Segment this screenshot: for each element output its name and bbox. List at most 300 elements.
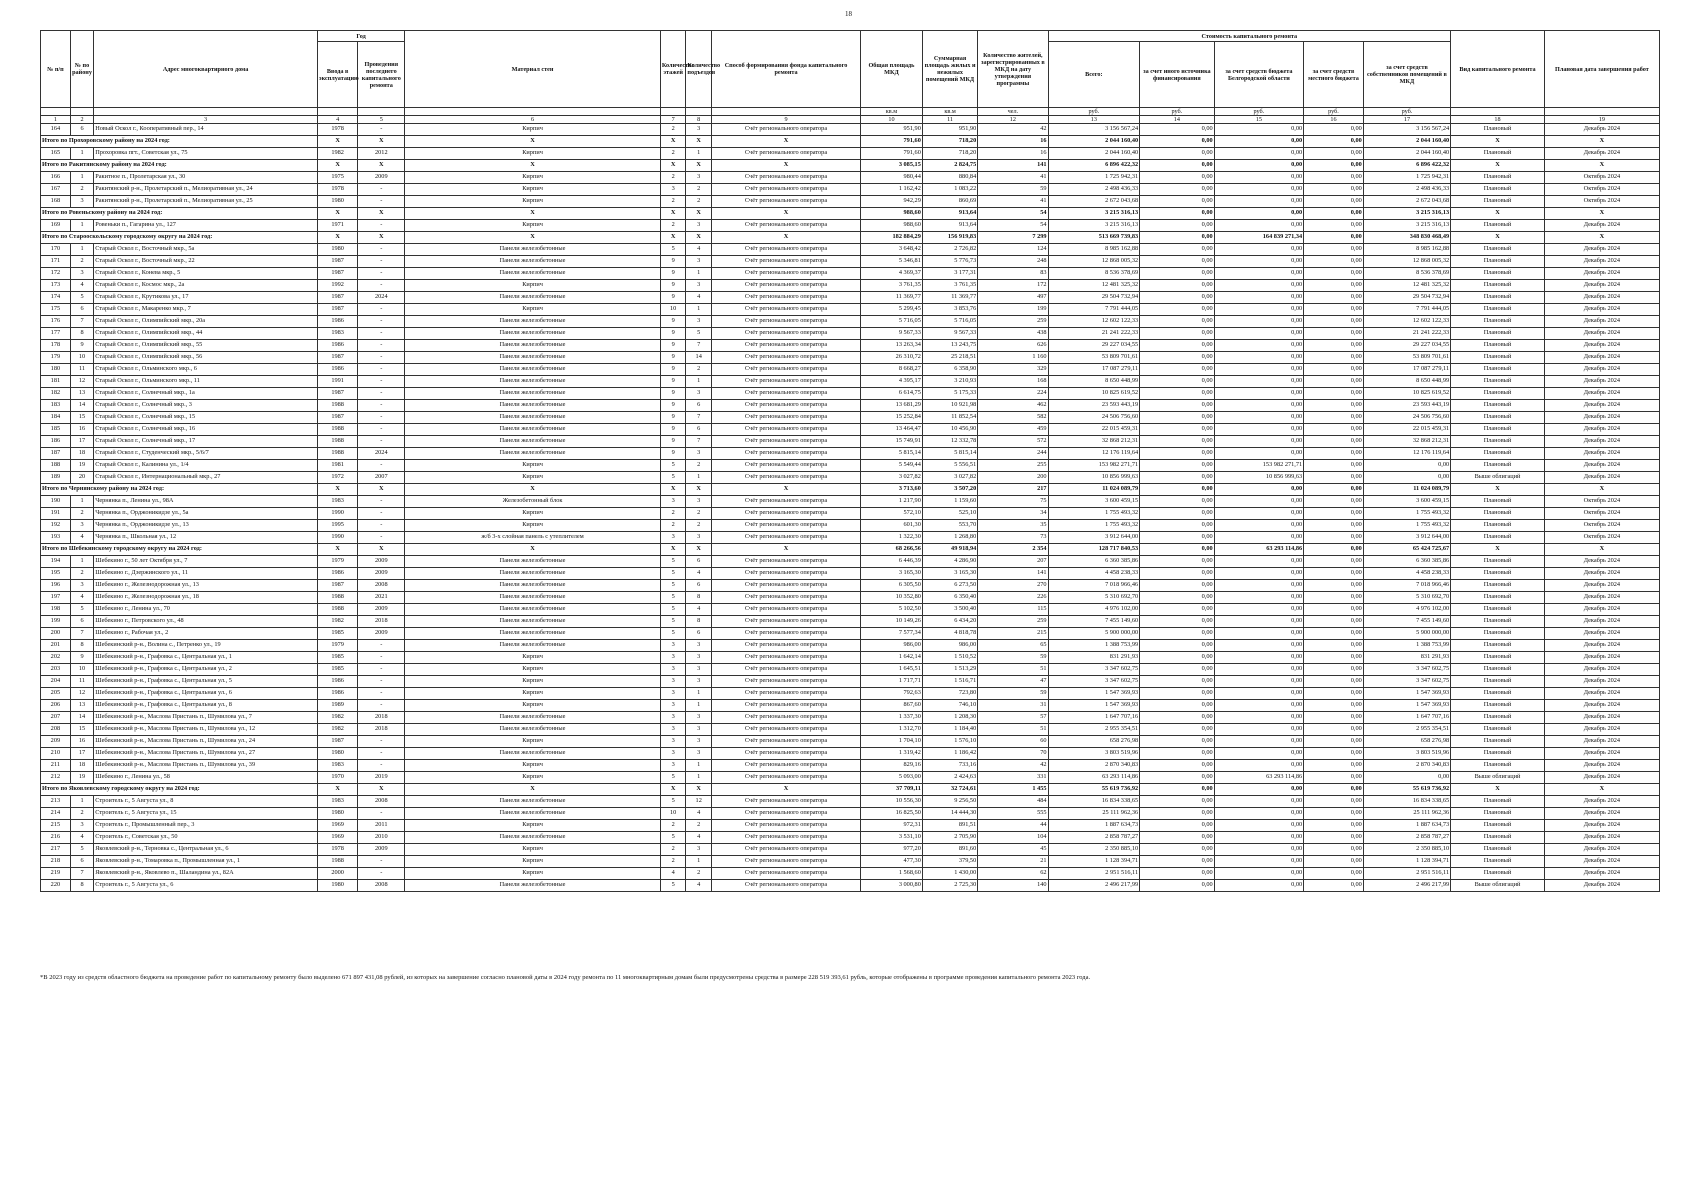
table-cell: 2008 [358, 796, 405, 808]
table-cell: 8 536 378,69 [1048, 268, 1140, 280]
table-cell: 3 [94, 116, 318, 124]
table-cell: Панели железобетонные [405, 580, 661, 592]
table-cell: 2 044 160,40 [1363, 148, 1450, 160]
table-cell: 0,00 [1140, 580, 1215, 592]
table-cell: 7 791 444,05 [1363, 304, 1450, 316]
table-cell: Декабрь 2024 [1544, 616, 1659, 628]
table-cell: Панели железобетонные [405, 292, 661, 304]
table-cell: 178 [41, 340, 71, 352]
table-cell: 0,00 [1304, 580, 1364, 592]
table-cell: 329 [978, 364, 1048, 376]
table-cell: 215 [978, 628, 1048, 640]
table-cell: 9 [660, 268, 686, 280]
table-cell: 128 717 840,53 [1048, 544, 1140, 556]
table-cell: 0,00 [1140, 820, 1215, 832]
table-cell: Шебекино г., Рабочая ул., 2 [94, 628, 318, 640]
table-cell: 1985 [317, 652, 357, 664]
table-cell: 0,00 [1304, 424, 1364, 436]
table-cell: 224 [978, 388, 1048, 400]
table-cell: 184 [41, 412, 71, 424]
table-row [41, 664, 1660, 676]
table-cell: 0,00 [1214, 580, 1303, 592]
table-cell [1544, 108, 1659, 116]
table-cell: 3 [686, 640, 712, 652]
table-cell: Декабрь 2024 [1544, 220, 1659, 232]
table-cell: X [660, 784, 686, 796]
col-header: Количество этажей [660, 31, 686, 108]
table-cell: 2019 [358, 772, 405, 784]
table-cell: 2 354 [978, 544, 1048, 556]
table-cell: 3 027,82 [922, 472, 977, 484]
table-cell: - [358, 856, 405, 868]
table-row [41, 556, 1660, 568]
table-cell: 0,00 [1214, 280, 1303, 292]
table-cell: 191 [41, 508, 71, 520]
table-cell: 0,00 [1140, 148, 1215, 160]
table-cell: 0,00 [1140, 784, 1215, 796]
table-cell: 1987 [317, 412, 357, 424]
table-cell: 582 [978, 412, 1048, 424]
table-cell: 0,00 [1304, 184, 1364, 196]
table-cell: 348 830 468,49 [1363, 232, 1450, 244]
table-cell: 988,60 [861, 220, 923, 232]
table-cell: 1 319,42 [861, 748, 923, 760]
table-cell: Новый Оскол г., Кооперативный пер., 14 [94, 124, 318, 136]
table-cell: Счёт регионального оператора [711, 400, 860, 412]
table-cell: Счёт регионального оператора [711, 472, 860, 484]
table-cell: 0,00 [1304, 532, 1364, 544]
table-cell: Кирпич [405, 472, 661, 484]
table-cell: 1 388 753,99 [1363, 640, 1450, 652]
table-cell: 0,00 [1140, 844, 1215, 856]
table-cell: 1 159,60 [922, 496, 977, 508]
table-cell: 189 [41, 472, 71, 484]
table-cell: 44 [978, 820, 1048, 832]
table-cell: 1986 [317, 688, 357, 700]
table-cell: X [660, 544, 686, 556]
table-row [41, 172, 1660, 184]
table-cell: руб. [1363, 108, 1450, 116]
table-cell: 19 [70, 772, 93, 784]
table-cell: 20 [70, 472, 93, 484]
table-cell: Плановый [1451, 364, 1545, 376]
table-cell: X [686, 136, 712, 148]
table-cell: 831 291,93 [1363, 652, 1450, 664]
table-cell [94, 108, 318, 116]
table-cell: 2 498 436,33 [1048, 184, 1140, 196]
table-cell: Панели железобетонные [405, 604, 661, 616]
table-cell: 9 [660, 400, 686, 412]
table-cell: 6 [70, 304, 93, 316]
table-cell: 2 [70, 116, 93, 124]
table-cell: 0,00 [1304, 136, 1364, 148]
table-cell: 3 [660, 760, 686, 772]
table-cell: X [405, 232, 661, 244]
table-cell: 0,00 [1140, 292, 1215, 304]
table-cell: 182 884,29 [861, 232, 923, 244]
table-cell: 5 310 692,70 [1363, 592, 1450, 604]
table-cell: 1 [70, 796, 93, 808]
table-cell: 12 [70, 376, 93, 388]
table-cell: Старый Оскол г., Калинина ул., 1/4 [94, 460, 318, 472]
table-cell: X [317, 544, 357, 556]
table-cell: Декабрь 2024 [1544, 328, 1659, 340]
table-cell: 1 [41, 116, 71, 124]
table-cell: 1 568,60 [861, 868, 923, 880]
table-cell: 0,00 [1304, 844, 1364, 856]
table-cell: 1 [70, 172, 93, 184]
table-cell: 3 [686, 724, 712, 736]
table-cell: Чернянка п., Орджоникидзе ул., 13 [94, 520, 318, 532]
table-cell: 0,00 [1304, 376, 1364, 388]
table-cell: 0,00 [1214, 316, 1303, 328]
table-cell: 200 [41, 628, 71, 640]
table-cell: 0,00 [1140, 424, 1215, 436]
table-cell: X [317, 160, 357, 172]
table-cell: 3 [686, 712, 712, 724]
table-cell: Декабрь 2024 [1544, 268, 1659, 280]
table-cell: 1 [686, 148, 712, 160]
table-cell: Декабрь 2024 [1544, 436, 1659, 448]
table-cell: Плановый [1451, 856, 1545, 868]
table-cell: чел. [978, 108, 1048, 116]
table-cell: 0,00 [1214, 448, 1303, 460]
table-cell: 3 177,31 [922, 268, 977, 280]
table-cell: 0,00 [1304, 364, 1364, 376]
table-cell: Плановый [1451, 556, 1545, 568]
table-cell: 8 [70, 640, 93, 652]
table-cell: - [358, 388, 405, 400]
table-cell: 1 128 394,71 [1048, 856, 1140, 868]
table-cell: 0,00 [1304, 868, 1364, 880]
table-cell: 3 [686, 736, 712, 748]
table-cell: 21 241 222,33 [1363, 328, 1450, 340]
table-cell: 1 [686, 376, 712, 388]
table-cell: 7 [70, 316, 93, 328]
table-cell: 31 [978, 700, 1048, 712]
table-cell: 0,00 [1140, 172, 1215, 184]
table-cell: кв.м [861, 108, 923, 116]
column-numbers-row [41, 116, 1660, 124]
table-cell: 0,00 [1140, 496, 1215, 508]
table-cell: Панели железобетонные [405, 268, 661, 280]
table-row [41, 196, 1660, 208]
table-cell: 1 [686, 304, 712, 316]
table-cell: 3 803 519,96 [1363, 748, 1450, 760]
table-cell: Счёт регионального оператора [711, 268, 860, 280]
table-cell: Плановый [1451, 304, 1545, 316]
table-cell: 0,00 [1214, 760, 1303, 772]
table-cell: Плановый [1451, 196, 1545, 208]
table-cell: 0,00 [1214, 292, 1303, 304]
table-cell: 7 [686, 412, 712, 424]
table-cell: Плановый [1451, 352, 1545, 364]
table-cell: 1 647 707,16 [1048, 712, 1140, 724]
table-cell: 55 619 736,92 [1048, 784, 1140, 796]
table-row [41, 316, 1660, 328]
table-row [41, 244, 1660, 256]
table-cell: - [358, 196, 405, 208]
table-cell: Счёт регионального оператора [711, 436, 860, 448]
table-cell: 0,00 [1214, 340, 1303, 352]
table-cell: Декабрь 2024 [1544, 760, 1659, 772]
table-cell: 0,00 [1304, 856, 1364, 868]
table-cell: 29 504 732,94 [1048, 292, 1140, 304]
table-cell: 2 [660, 844, 686, 856]
table-cell: Итого по Ракитянскому району на 2024 год: [41, 160, 318, 172]
table-cell: Плановый [1451, 796, 1545, 808]
table-row [41, 604, 1660, 616]
table-cell: Декабрь 2024 [1544, 796, 1659, 808]
table-cell: 4 [686, 292, 712, 304]
table-cell: 19 [70, 460, 93, 472]
table-cell: X [317, 484, 357, 496]
table-cell: 0,00 [1214, 244, 1303, 256]
table-cell: Строитель г., Советская ул., 50 [94, 832, 318, 844]
table-cell: 2 870 340,83 [1048, 760, 1140, 772]
table-cell: - [358, 376, 405, 388]
table-cell: 217 [978, 484, 1048, 496]
table-row [41, 220, 1660, 232]
table-cell: 0,00 [1214, 712, 1303, 724]
table-cell: 1 [686, 760, 712, 772]
table-cell: 0,00 [1214, 664, 1303, 676]
table-cell: 63 293 114,86 [1214, 772, 1303, 784]
table-cell: 1980 [317, 244, 357, 256]
table-cell: 0,00 [1304, 232, 1364, 244]
table-cell: X [405, 160, 661, 172]
table-row [41, 676, 1660, 688]
table-cell: 9 [660, 376, 686, 388]
table-cell: 6 [70, 124, 93, 136]
table-cell: Панели железобетонные [405, 376, 661, 388]
table-cell: Счёт регионального оператора [711, 460, 860, 472]
table-cell: 0,00 [1304, 448, 1364, 460]
table-cell: 2009 [358, 568, 405, 580]
table-row [41, 472, 1660, 484]
table-cell: 0,00 [1304, 712, 1364, 724]
table-cell: 626 [978, 340, 1048, 352]
table-cell: 0,00 [1304, 508, 1364, 520]
table-cell: 0,00 [1304, 796, 1364, 808]
table-cell: Плановый [1451, 508, 1545, 520]
table-cell: 206 [41, 700, 71, 712]
table-cell: X [317, 784, 357, 796]
table-cell: 0,00 [1304, 460, 1364, 472]
table-cell: Счёт регионального оператора [711, 808, 860, 820]
table-cell: 4 [70, 532, 93, 544]
table-cell: 331 [978, 772, 1048, 784]
table-cell: - [358, 412, 405, 424]
table-cell: 16 [70, 424, 93, 436]
table-cell: 0,00 [1140, 532, 1215, 544]
table-cell: 7 018 966,46 [1048, 580, 1140, 592]
table-cell: 1 725 942,31 [1048, 172, 1140, 184]
table-cell: 6 896 422,32 [1048, 160, 1140, 172]
table-cell: 259 [978, 616, 1048, 628]
table-cell: 3 [686, 172, 712, 184]
table-cell: Плановый [1451, 436, 1545, 448]
table-cell: Декабрь 2024 [1544, 580, 1659, 592]
table-cell: 12 481 325,32 [1363, 280, 1450, 292]
table-cell [660, 108, 686, 116]
table-cell: 477,30 [861, 856, 923, 868]
table-cell: Счёт регионального оператора [711, 520, 860, 532]
table-cell: 0,00 [1214, 688, 1303, 700]
table-cell: Панели железобетонные [405, 808, 661, 820]
table-cell: 0,00 [1140, 616, 1215, 628]
table-cell: 3 347 602,75 [1363, 676, 1450, 688]
table-cell: - [358, 700, 405, 712]
table-cell: 217 [41, 844, 71, 856]
table-cell: 1986 [317, 340, 357, 352]
table-cell: 2 [70, 568, 93, 580]
table-row [41, 448, 1660, 460]
table-cell: 24 506 756,60 [1363, 412, 1450, 424]
table-cell: X [686, 484, 712, 496]
table-cell: Железобетонный блок [405, 496, 661, 508]
table-cell: 25 218,51 [922, 352, 977, 364]
table-cell: 1 547 369,93 [1363, 688, 1450, 700]
table-cell: 1 [686, 268, 712, 280]
table-cell: 0,00 [1304, 352, 1364, 364]
table-cell: 11 369,77 [922, 292, 977, 304]
table-cell: 202 [41, 652, 71, 664]
table-cell: 181 [41, 376, 71, 388]
table-cell: 5 310 692,70 [1048, 592, 1140, 604]
table-cell: Счёт регионального оператора [711, 244, 860, 256]
total-row [41, 160, 1660, 172]
table-cell: Плановый [1451, 412, 1545, 424]
table-cell: 3 761,35 [861, 280, 923, 292]
table-cell: 42 [978, 124, 1048, 136]
table-row [41, 748, 1660, 760]
table-cell: 10 456,90 [922, 424, 977, 436]
table-cell: 29 504 732,94 [1363, 292, 1450, 304]
table-cell: 5 [70, 292, 93, 304]
table-cell: 4 369,37 [861, 268, 923, 280]
table-cell: Плановый [1451, 460, 1545, 472]
table-cell: Панели железобетонные [405, 424, 661, 436]
table-cell: 1971 [317, 220, 357, 232]
table-cell: 746,10 [922, 700, 977, 712]
table-cell: Декабрь 2024 [1544, 688, 1659, 700]
table-cell: 3 156 567,24 [1363, 124, 1450, 136]
table-cell: 1990 [317, 508, 357, 520]
table-cell: 3 [686, 448, 712, 460]
table-cell: 104 [978, 832, 1048, 844]
table-cell: 3 [686, 496, 712, 508]
table-cell: Декабрь 2024 [1544, 448, 1659, 460]
table-cell: Ракитное п., Пролетарская ул., 30 [94, 172, 318, 184]
table-cell: 1989 [317, 700, 357, 712]
table-cell: 0,00 [1214, 724, 1303, 736]
table-cell: 70 [978, 748, 1048, 760]
table-cell: 0,00 [1140, 796, 1215, 808]
table-row [41, 376, 1660, 388]
table-cell: Старый Оскол г., Солнечный мкр., 17 [94, 436, 318, 448]
table-cell: Счёт регионального оператора [711, 424, 860, 436]
table-cell: Кирпич [405, 652, 661, 664]
table-cell: 3 [660, 640, 686, 652]
table-cell: 3 [686, 316, 712, 328]
table-cell: Кирпич [405, 172, 661, 184]
table-cell: 6 434,20 [922, 616, 977, 628]
table-cell: 1983 [317, 796, 357, 808]
table-cell: 193 [41, 532, 71, 544]
table-cell: 891,60 [922, 844, 977, 856]
table-cell: 5 556,51 [922, 460, 977, 472]
table-cell: 1 547 369,93 [1048, 700, 1140, 712]
table-cell: 1991 [317, 376, 357, 388]
table-cell: 0,00 [1304, 724, 1364, 736]
table-cell: Счёт регионального оператора [711, 868, 860, 880]
table-cell [70, 108, 93, 116]
table-cell: 497 [978, 292, 1048, 304]
table-cell: 4 [70, 280, 93, 292]
table-cell: 9 [711, 116, 860, 124]
table-cell: Плановый [1451, 712, 1545, 724]
table-cell: Старый Оскол г., Ольминского мкр., 11 [94, 376, 318, 388]
table-cell: Декабрь 2024 [1544, 712, 1659, 724]
table-cell: Кирпич [405, 220, 661, 232]
table-cell: Декабрь 2024 [1544, 856, 1659, 868]
table-cell: 0,00 [1140, 208, 1215, 220]
table-cell: Декабрь 2024 [1544, 412, 1659, 424]
table-cell: Кирпич [405, 820, 661, 832]
table-cell: Плановый [1451, 520, 1545, 532]
table-cell: - [358, 184, 405, 196]
table-cell: 14 444,30 [922, 808, 977, 820]
table-cell: 188 [41, 460, 71, 472]
table-cell: 0,00 [1140, 160, 1215, 172]
table-cell: 16 [978, 148, 1048, 160]
table-cell: 0,00 [1304, 304, 1364, 316]
table-cell: 0,00 [1214, 856, 1303, 868]
table-cell: 0,00 [1214, 124, 1303, 136]
col-header: за счет средств местного бюджета [1304, 42, 1364, 108]
table-cell: 1 645,51 [861, 664, 923, 676]
table-cell: 4 [686, 832, 712, 844]
table-cell: 177 [41, 328, 71, 340]
table-cell: 210 [41, 748, 71, 760]
table-cell: 0,00 [1140, 736, 1215, 748]
table-cell: 1 184,40 [922, 724, 977, 736]
table-cell: 16 825,50 [861, 808, 923, 820]
table-row [41, 592, 1660, 604]
table-row [41, 856, 1660, 868]
total-row [41, 208, 1660, 220]
table-cell: 15 749,91 [861, 436, 923, 448]
table-cell: 1978 [317, 844, 357, 856]
table-cell: 2 [660, 856, 686, 868]
table-cell: Шебекинский р-н., Маслова Пристань п., Шумилова ул., 7 [94, 712, 318, 724]
table-cell: Декабрь 2024 [1544, 556, 1659, 568]
table-cell: 65 424 725,67 [1363, 544, 1450, 556]
table-cell: Счёт регионального оператора [711, 292, 860, 304]
table-cell: Плановый [1451, 580, 1545, 592]
table-cell: 172 [41, 268, 71, 280]
table-cell: 4 458 238,33 [1363, 568, 1450, 580]
table-cell: 3 [686, 676, 712, 688]
table-cell: 5 [660, 628, 686, 640]
table-cell: Октябрь 2024 [1544, 508, 1659, 520]
table-cell: Плановый [1451, 280, 1545, 292]
table-cell: 10 856 999,63 [1048, 472, 1140, 484]
table-cell: 2009 [358, 628, 405, 640]
table-cell: 3 347 602,75 [1363, 664, 1450, 676]
table-cell: - [358, 520, 405, 532]
